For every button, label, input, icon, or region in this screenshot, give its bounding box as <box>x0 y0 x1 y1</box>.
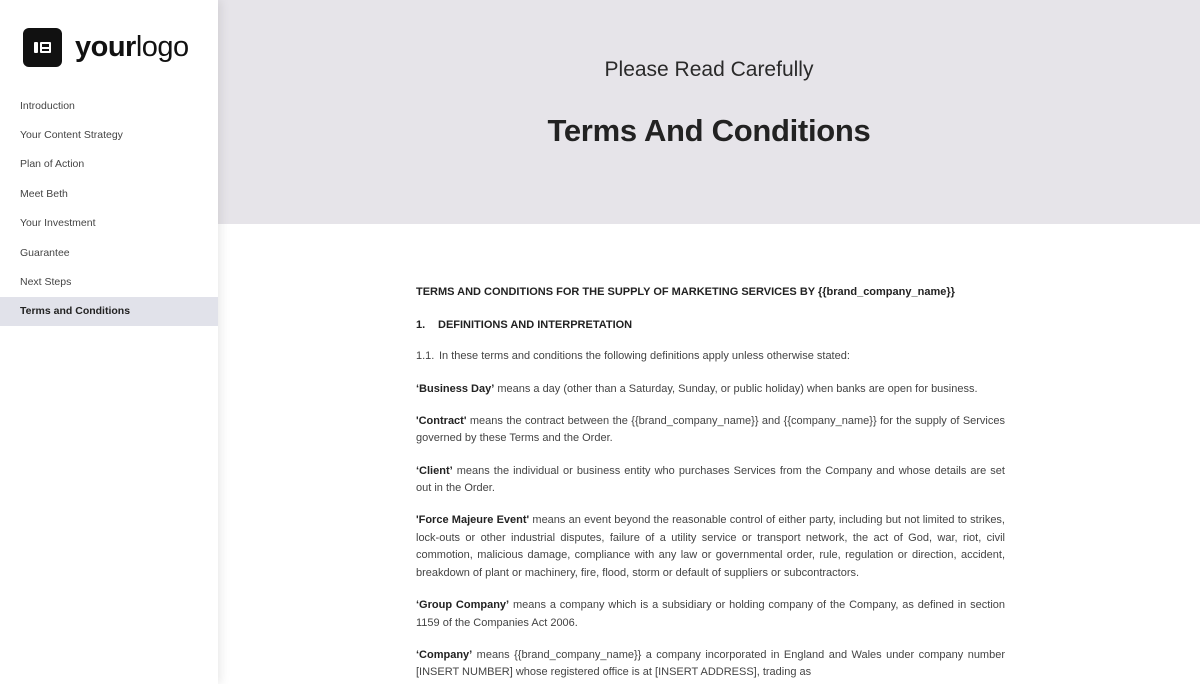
page-subtitle: Please Read Carefully <box>604 58 814 81</box>
sidebar-item-plan-of-action[interactable]: Plan of Action <box>20 158 85 171</box>
definition-contract: 'Contract' means the contract between the {{brand_company_name}} and {{company_name}} for the supply of Services governed by these Terms and the Order. <box>416 414 1005 445</box>
logo-mark-icon <box>23 28 62 67</box>
document-heading: TERMS AND CONDITIONS FOR THE SUPPLY OF MARKETING SERVICES BY {{brand_company_name}} <box>416 286 955 298</box>
section-heading: 1. DEFINITIONS AND INTERPRETATION <box>416 318 633 331</box>
definition-group-company: ‘Group Company’ means a company which is a subsidiary or holding company of the Company, as defined in section 1159 of the Companies Act 2006. <box>416 599 1005 629</box>
logo[interactable] <box>23 28 189 67</box>
sidebar-item-next-steps[interactable]: Next Steps <box>20 276 72 289</box>
sidebar-item-investment[interactable]: Your Investment <box>20 217 96 230</box>
sidebar-item-content-strategy[interactable]: Your Content Strategy <box>20 129 123 142</box>
sidebar-item-guarantee[interactable]: Guarantee <box>20 246 70 259</box>
definition-force-majeure: 'Force Majeure Event' means an event beyond the reasonable control of either party, including but not limited to strikes, lock-outs or other industrial disputes, failure of a utility service or transport network, the act of God, war, riot, civil commotion, malicious damage, compliance with any law or governmental order, rule, regulation or direction, accident, breakdown of plant or machinery, fire, flood, storm or default of suppliers or subcontractors. <box>416 514 1005 580</box>
sidebar <box>0 0 218 684</box>
sidebar-item-terms[interactable]: Terms and Conditions <box>0 297 218 326</box>
definition-company: ‘Company’ means {{brand_company_name}} a company incorporated in England and Wales under company number [INSERT NUMBER] whose registered office is at [INSERT ADDRESS], trading as <box>416 648 1005 679</box>
sidebar-item-meet-beth[interactable]: Meet Beth <box>20 187 68 200</box>
page-banner <box>218 0 1200 224</box>
definition-business-day: ‘Business Day’ means a day (other than a Saturday, Sunday, or public holiday) when banks are open for business. <box>416 382 978 395</box>
logo-wordmark: yourlogo <box>75 31 189 63</box>
document-body <box>416 284 1005 684</box>
definition-client: ‘Client’ means the individual or business entity who purchases Services from the Company and whose details are set out in the Order. <box>416 464 1005 495</box>
sidebar-nav <box>0 91 218 326</box>
page-title: Terms And Conditions <box>547 113 871 148</box>
sidebar-item-introduction[interactable]: Introduction <box>20 99 75 112</box>
clause-1-1: 1.1. In these terms and conditions the following definitions apply unless otherwise stated: <box>416 350 850 363</box>
